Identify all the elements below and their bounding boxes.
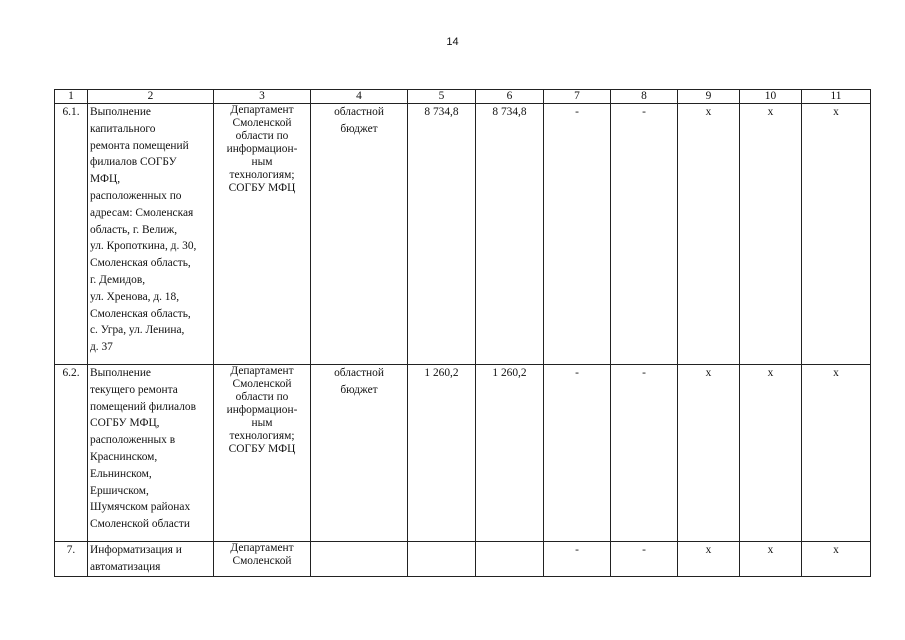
cell-col7: - [544,542,611,577]
column-header: 4 [311,90,408,104]
source-line: областной [334,367,384,379]
executor-line: СОГБУ МФЦ [228,182,296,194]
work-line: г. Демидов, [90,273,146,286]
cell-col10: х [740,104,802,365]
cell-col8: - [611,542,678,577]
executor-line: Смоленской [232,555,292,567]
work-description [88,542,214,577]
cell-col8: - [611,104,678,365]
row-number: 6.2. [55,365,88,542]
work-line: Информатизация и [90,544,182,556]
work-line: ул. Кропоткина, д. 30, [90,240,197,253]
column-header: 8 [611,90,678,104]
table-row [55,365,871,542]
executor-line: СОГБУ МФЦ [228,443,296,455]
work-line: ул. Хренова, д. 18, [90,290,180,303]
column-header: 2 [88,90,214,104]
work-line: СОГБУ МФЦ, [90,417,160,430]
amount-year: 8 734,8 [476,104,544,365]
work-line: филиалов СОГБУ [90,156,177,169]
work-line: Ельнинском, [90,467,152,480]
budget-table [54,89,871,577]
executor-line: Департамент [230,542,294,554]
source-line: бюджет [340,383,378,396]
column-header: 6 [476,90,544,104]
amount-year: 1 260,2 [476,365,544,542]
column-header: 3 [214,90,311,104]
executor-line: ным [251,156,273,168]
cell-col9: х [678,104,740,365]
work-line: область, г. Велиж, [90,223,178,236]
work-line: Смоленской области [90,518,190,531]
executor [214,365,311,542]
work-line: автоматизация [90,560,161,573]
column-number-row [55,90,871,104]
cell-col10: х [740,365,802,542]
executor-line: информацион- [226,404,298,416]
column-header: 11 [802,90,871,104]
executor-line: области по [235,391,289,403]
executor-line: ным [251,417,273,429]
work-line: расположенных в [90,434,176,447]
cell-col8: - [611,365,678,542]
executor-line: Департамент [230,365,294,377]
cell-col11: х [802,542,871,577]
amount-total [408,542,476,577]
executor-line: информацион- [226,143,298,155]
column-header: 9 [678,90,740,104]
work-description [88,104,214,365]
cell-col11: х [802,104,871,365]
row-number: 7. [55,542,88,577]
cell-col9: х [678,365,740,542]
cell-col7: - [544,104,611,365]
cell-col10: х [740,542,802,577]
executor [214,104,311,365]
work-line: Смоленская область, [90,257,191,270]
work-line: адресам: Смоленская [90,206,194,219]
column-header: 5 [408,90,476,104]
table-row [55,104,871,365]
work-line: с. Угра, ул. Ленина, [90,324,185,337]
amount-total: 1 260,2 [408,365,476,542]
work-line: Выполнение [90,367,151,379]
cell-col11: х [802,365,871,542]
executor [214,542,311,577]
executor-line: Смоленской [232,378,292,390]
cell-col9: х [678,542,740,577]
work-line: капитального [90,122,156,135]
work-description [88,365,214,542]
row-number: 6.1. [55,104,88,365]
funding-source [311,104,408,365]
work-line: МФЦ, [90,173,121,186]
executor-line: Департамент [230,104,294,116]
funding-source [311,365,408,542]
work-line: ремонта помещений [90,139,189,152]
amount-total: 8 734,8 [408,104,476,365]
column-header: 7 [544,90,611,104]
source-line: бюджет [340,122,378,135]
page-number: 14 [446,36,459,48]
table-row [55,542,871,577]
funding-source [311,542,408,577]
column-header: 10 [740,90,802,104]
executor-line: технологиям; [229,169,295,181]
work-line: Смоленская область, [90,307,191,320]
source-line: областной [334,106,384,118]
executor-line: технологиям; [229,430,295,442]
amount-year [476,542,544,577]
cell-col7: - [544,365,611,542]
work-line: текущего ремонта [90,383,178,396]
column-header: 1 [55,90,88,104]
work-line: расположенных по [90,189,182,202]
executor-line: Смоленской [232,117,292,129]
work-line: Краснинском, [90,450,158,463]
work-line: Ершичском, [90,484,149,497]
work-line: Шумячском районах [90,501,191,514]
work-line: д. 37 [90,341,113,354]
work-line: помещений филиалов [90,400,196,413]
work-line: Выполнение [90,106,151,118]
executor-line: области по [235,130,289,142]
